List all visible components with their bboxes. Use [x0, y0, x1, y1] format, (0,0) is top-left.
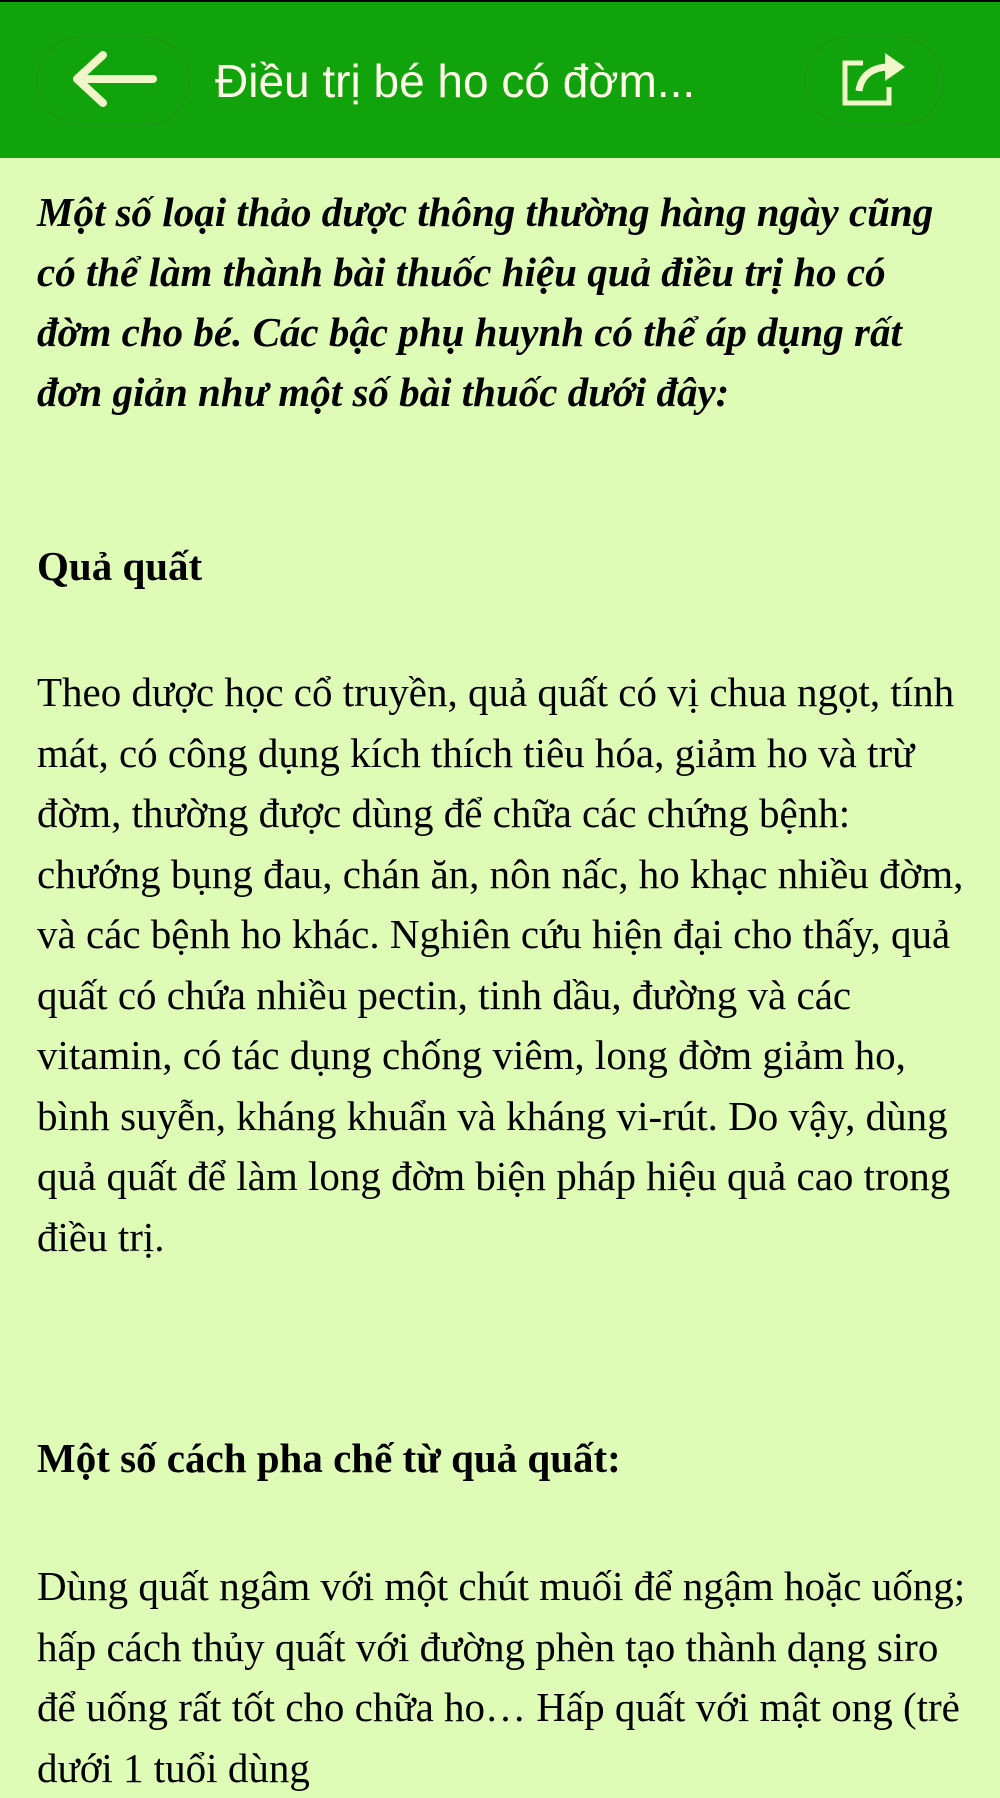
article-paragraph: Dùng quất ngâm với một chút muối để ngậm hoặc uống; hấp cách thủy quất với đường phèn tạo thành dạng siro để uống rất tốt cho chữa ho… Hấp quất với mật ong (trẻ dưới 1 tuổi dùng — [37, 1563, 966, 1791]
article-content — [37, 182, 967, 1791]
section-title: Quả quất — [37, 543, 203, 589]
app-header — [0, 2, 1000, 158]
article-paragraph: Theo dược học cổ truyền, quả quất có vị chua ngọt, tính mát, có công dụng kích thích tiêu hóa, giảm ho và trừ đờm, thường được dùng để chữa các chứng bệnh: chướng bụng đau, chán ăn, nôn nấc, ho khạc nhiều đờm, và các bệnh ho khác. Nghiên cứu hiện đại cho thấy, quả quất có chứa nhiều pectin, tinh dầu, đường và các vitamin, có tác dụng chống viêm, long đờm giảm ho, bình suyễn, kháng khuẩn và kháng vi-rút. Do vậy, dùng quả quất để làm long đờm biện pháp hiệu quả cao trong điều trị. — [37, 669, 964, 1260]
article-intro: Một số loại thảo dược thông thường hàng ngày cũng có thể làm thành bài thuốc hiệu quả điều trị ho có đờm cho bé. Các bậc phụ huynh có thể áp dụng rất đơn giản như một số bài thuốc dưới đây: — [37, 189, 934, 415]
share-icon — [839, 49, 909, 114]
page-title: Điều trị bé ho có đờm... — [215, 55, 696, 107]
share-button[interactable] — [804, 36, 944, 126]
back-button[interactable] — [36, 36, 190, 126]
arrow-left-icon — [65, 49, 161, 114]
subsection-title: Một số cách pha chế từ quả quất: — [37, 1435, 621, 1481]
